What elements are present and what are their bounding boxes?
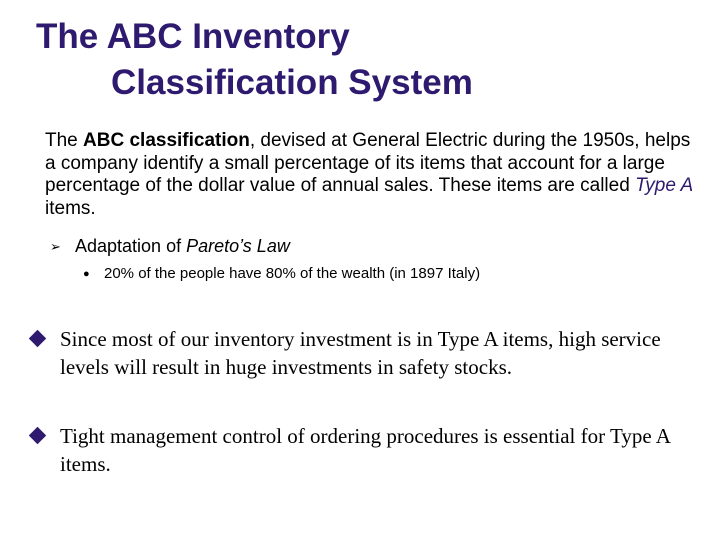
- wealth-text: 20% of the people have 80% of the wealth (in 1897 Italy): [104, 265, 481, 282]
- slide-title-line-1: The ABC Inventory: [36, 17, 350, 56]
- slide-title-line-2: Classification System: [111, 63, 473, 102]
- diamond-bullet-icon: [29, 330, 46, 347]
- bullet-text: Since most of our inventory investment is in Type A items, high service levels will result in huge investments in safety stocks.: [60, 327, 661, 379]
- pareto-law-term: Pareto’s Law: [186, 236, 290, 256]
- bullet-point: [30, 422, 700, 478]
- dot-bullet-icon: ●: [83, 268, 90, 280]
- pareto-sub-bullet: [50, 235, 290, 258]
- pareto-prefix: Adaptation of: [75, 236, 187, 256]
- abc-classification-term: ABC classification: [83, 130, 250, 151]
- intro-text-start: The: [45, 130, 84, 151]
- wealth-sub-sub-bullet: [83, 264, 480, 284]
- intro-text-middle: , devised at General Electric during the 1950s, helps a company identify a small percentage of its items that account for a large percentage of the dollar value of annual sales. These items are called: [45, 130, 691, 196]
- type-a-term: Type A: [635, 175, 694, 196]
- bullet-text: Tight management control of ordering procedures is essential for Type A items.: [60, 424, 670, 476]
- diamond-bullet-icon: [29, 427, 46, 444]
- intro-text-end: items.: [45, 197, 96, 219]
- arrow-bullet-icon: ➢: [50, 239, 61, 254]
- bullet-point: [30, 325, 700, 381]
- intro-paragraph: [45, 130, 705, 220]
